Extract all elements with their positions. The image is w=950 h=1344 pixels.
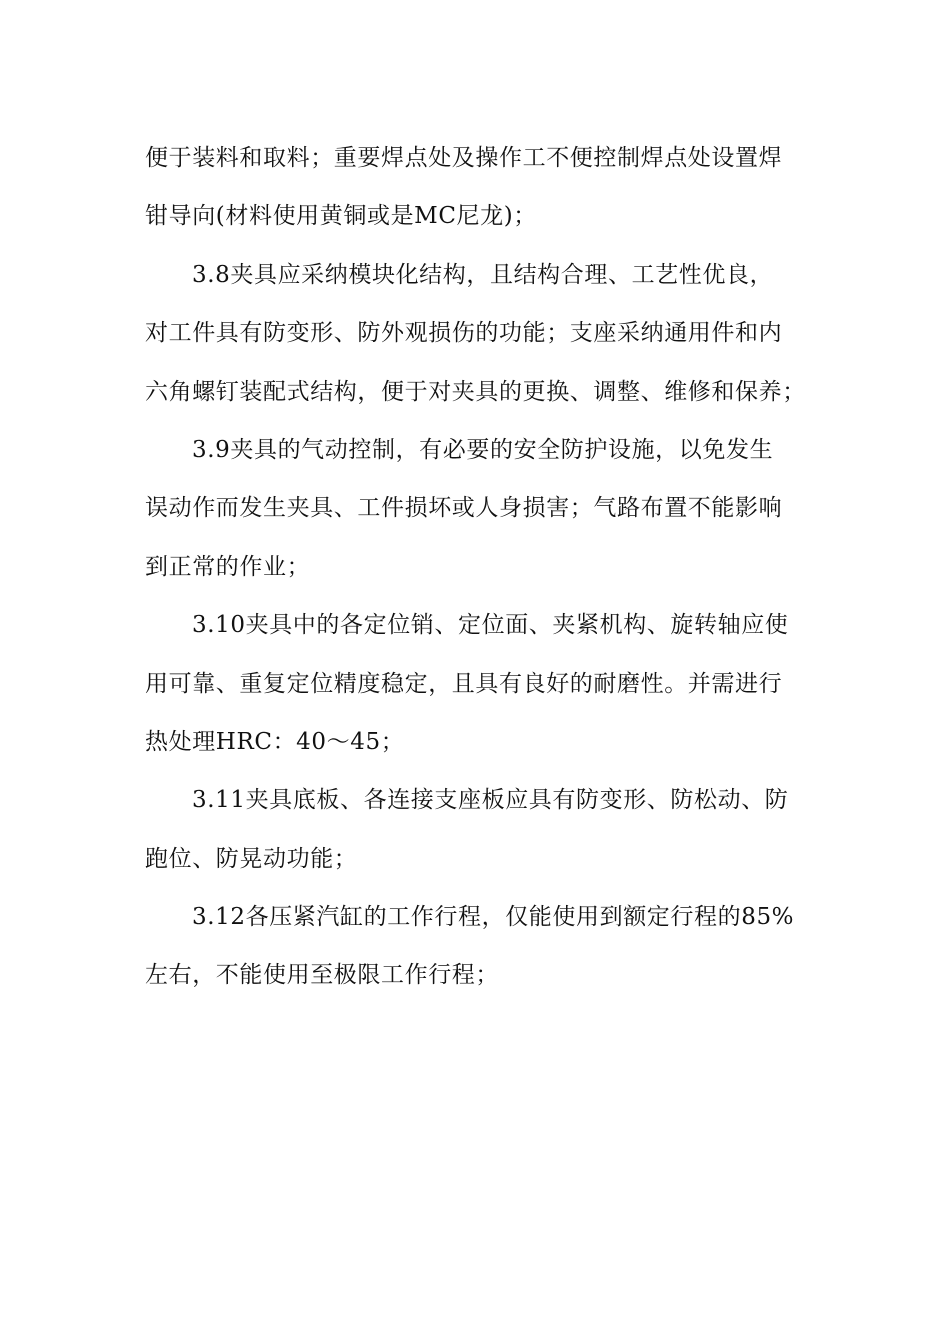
text-line: 跑位、防晃动功能； — [145, 845, 358, 872]
text-line: 钳导向(材料使用黄铜或是MC尼龙)； — [145, 203, 537, 230]
text-line: 3.12各压紧汽缸的工作行程，仅能使用到额定行程的85% — [192, 904, 795, 931]
text-line: 六角螺钉装配式结构，便于对夹具的更换、调整、维修和保养； — [145, 378, 806, 405]
text-line: 3.10夹具中的各定位销、定位面、夹紧机构、旋转轴应使 — [192, 612, 789, 639]
text-line: 对工件具有防变形、防外观损伤的功能；支座采纳通用件和内 — [145, 320, 783, 347]
text-line: 左右，不能使用至极限工作行程； — [145, 962, 499, 989]
text-line: 用可靠、重复定位精度稳定，且具有良好的耐磨性。并需进行 — [145, 670, 783, 697]
text-line: 3.8夹具应采纳模块化结构，且结构合理、工艺性优良， — [192, 261, 774, 288]
text-line: 3.11夹具底板、各连接支座板应具有防变形、防松动、防 — [192, 787, 789, 814]
text-line: 到正常的作业； — [145, 553, 311, 580]
body-text — [145, 129, 807, 1005]
text-line: 误动作而发生夹具、工件损坏或人身损害；气路布置不能影响 — [145, 495, 783, 522]
text-line: 热处理HRC：40～45； — [145, 728, 405, 755]
text-line: 便于装料和取料；重要焊点处及操作工不便控制焊点处设置焊 — [145, 145, 783, 171]
text-line: 3.9夹具的气动控制，有必要的安全防护设施，以免发生 — [192, 436, 774, 463]
